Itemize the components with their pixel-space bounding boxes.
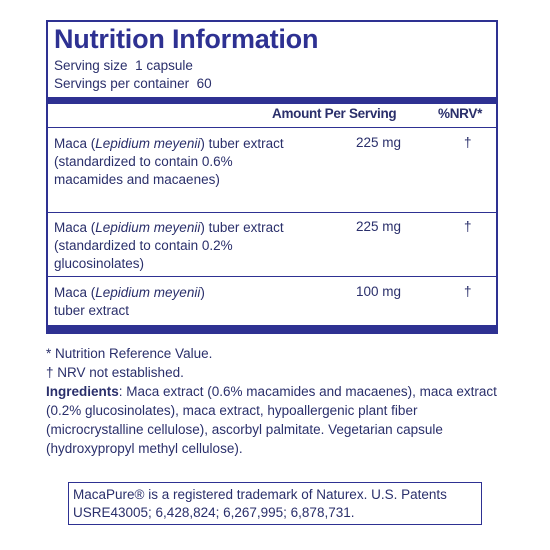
- ingredient-row-3-amount: 100 mg: [356, 284, 402, 299]
- servings-per-container-label: Servings per container: [54, 76, 190, 91]
- nrv-header: %NRV*: [438, 106, 483, 121]
- row-divider-2: [48, 276, 496, 277]
- ingredient-row-1-amount: 225 mg: [356, 135, 402, 150]
- ingredient-row-2-name: [54, 219, 284, 273]
- ingredient-row-2-suffix: ): [200, 220, 205, 235]
- ingredient-row-2-prefix: Maca (: [54, 220, 96, 235]
- ingredient-row-3-description: tuber extract: [54, 303, 130, 318]
- ingredient-row-3-suffix: ): [200, 285, 205, 300]
- amount-per-serving-header: Amount Per Serving: [272, 106, 397, 121]
- footnotes: [46, 344, 498, 458]
- column-header-rule: [48, 127, 496, 128]
- header-rule: [48, 97, 496, 104]
- ingredient-row-3-name: [54, 284, 284, 320]
- row-divider-1: [48, 212, 496, 213]
- ingredient-row-2-amount: 225 mg: [356, 219, 402, 234]
- ingredient-row-3-nrv: †: [464, 284, 472, 299]
- serving-size: [54, 58, 193, 73]
- ingredient-row-1-name: [54, 135, 284, 189]
- ingredient-row-1-prefix: Maca (: [54, 136, 96, 151]
- ingredients-label: Ingredients: [46, 384, 119, 399]
- panel-title: Nutrition Information: [54, 24, 319, 54]
- ingredient-row-1-suffix: ): [200, 136, 205, 151]
- trademark-box: [68, 482, 482, 525]
- trademark-text: MacaPure® is a registered trademark of Naturex. U.S. Patents USRE43005; 6,428,824; 6,267,995; 6,878,731.: [73, 487, 447, 520]
- ingredients-text: : Maca extract (0.6% macamides and macaenes), maca extract (0.2% glucosinolates), maca extract, hypoallergenic plant fiber (microcrystalline cellulose), ascorbyl palmitate. Vegetarian capsule (hydroxypropyl methyl cellulose).: [46, 384, 497, 456]
- serving-size-label: Serving size: [54, 58, 128, 73]
- serving-size-value: 1 capsule: [135, 58, 193, 73]
- servings-per-container-value: 60: [196, 76, 212, 91]
- ingredient-row-1-nrv: †: [464, 135, 472, 150]
- ingredient-row-2-nrv: †: [464, 219, 472, 234]
- ingredient-row-2-description: tuber extract (standardized to contain 0.2% glucosinolates): [54, 220, 284, 271]
- nrv-not-established-note: † NRV not established.: [46, 365, 184, 380]
- ingredient-row-3-species: Lepidium meyenii: [95, 285, 201, 300]
- nrv-reference-note: * Nutrition Reference Value.: [46, 346, 213, 361]
- servings-per-container: [54, 76, 212, 91]
- bottom-rule: [48, 325, 496, 332]
- ingredient-row-2-species: Lepidium meyenii: [95, 220, 201, 235]
- ingredient-row-3-prefix: Maca (: [54, 285, 96, 300]
- ingredient-row-1-description: tuber extract (standardized to contain 0.6% macamides and macaenes): [54, 136, 284, 187]
- nutrition-panel: [46, 20, 498, 334]
- ingredient-row-1-species: Lepidium meyenii: [95, 136, 201, 151]
- ingredients-statement: [46, 382, 498, 458]
